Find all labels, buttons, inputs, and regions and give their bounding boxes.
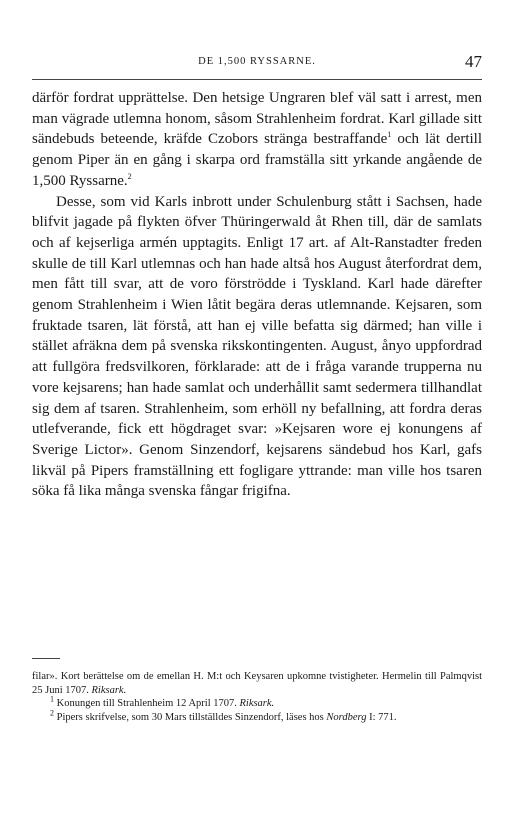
paragraph-2: Desse, som vid Karls inbrott under Schulenburg stått i Sachsen, hade blifvit jagade på flykten öfver Thüringerwald åt Rhen till, där de samlats och af kejserliga armén upptagits. Enligt 17 art. af Alt-Ranstadter freden skulle de till Karl utlemnas och han hade altså hos August återfordrat dem, men fått till svar, att de voro förströdde i Tyskland. Karl hade därefter genom Strahlenheim i Wien låtit begära deras utlemnande. Kejsaren, som fruktade tsaren, lät förstå, att han ej ville befatta sig därmed; han ville i stället afräkna dem på svenska rikskontingenten. August, ånyo uppfordrad att fullgöra fredsvilkoren, förklarade: att de i fråga varande trupperna nu vore kejsarens; han hade samlat och underhållit samt sedermera tillhandlat sig dem af tsaren. Strahlenheim, som erhöll ny befallning, att fordra deras utlefverande, fick ett högdraget svar: »Kejsaren wore ej konungens af Sverige Lictor». Genom Sinzendorf, kejsarens sändebud hos Karl, gafs likväl på Pipers framställning ett fogligare yttrande: man ville hos tsaren söka få lika många svenska fångar frigifna. xyxy=(32,193,482,500)
footnotes xyxy=(32,670,482,724)
footnote-1 xyxy=(32,694,482,711)
paragraph-1-part-b: och lät dertill genom Piper än en gång i skarpa ord framställa sitt yrkande angående de 1,500 Ryssarne. xyxy=(32,131,482,189)
footnote-rule xyxy=(32,658,60,659)
footnote-ref-1[interactable]: 1 xyxy=(387,130,392,140)
footnote-2-end: I: 771. xyxy=(366,711,397,723)
footnote-continuation-source: Riksark. xyxy=(91,684,127,696)
paragraph-1 xyxy=(32,88,482,192)
footnote-2-source: Nordberg xyxy=(326,711,367,723)
footnote-2-mark: 2 xyxy=(50,708,54,717)
footnote-ref-2[interactable]: 2 xyxy=(127,171,132,181)
footnote-1-text: Konungen till Strahlenheim 12 April 1707. xyxy=(54,698,240,709)
footnote-continuation xyxy=(32,670,482,697)
footnote-1-source: Riksark. xyxy=(239,698,275,709)
running-title: DE 1,500 RYSSARNE. xyxy=(198,56,316,67)
footnote-2 xyxy=(32,708,482,725)
header-rule xyxy=(32,79,482,80)
body-text xyxy=(32,88,482,502)
paragraph-1-part-a: därför fordrat upprättelse. Den hetsige Ungraren blef väl satt i arrest, men man vägrade utlemna honom, såsom Strahlenheim fordrat. Karl gillade sitt sändebuds beteende, kräfde Czobors stränga bestraffande xyxy=(32,90,482,148)
page-number: 47 xyxy=(465,52,482,71)
running-head xyxy=(32,52,482,74)
footnote-2-text: Pipers skrifvelse, som 30 Mars tillställdes Sinzendorf, läses hos xyxy=(54,711,327,723)
footnote-continuation-text: filar». Kort berättelse om de emellan H. M:t och Keysaren upkomne tvistigheter. Hermelin till Palmqvist 25 Juni 1707. xyxy=(32,671,482,696)
footnote-1-mark: 1 xyxy=(50,694,54,704)
